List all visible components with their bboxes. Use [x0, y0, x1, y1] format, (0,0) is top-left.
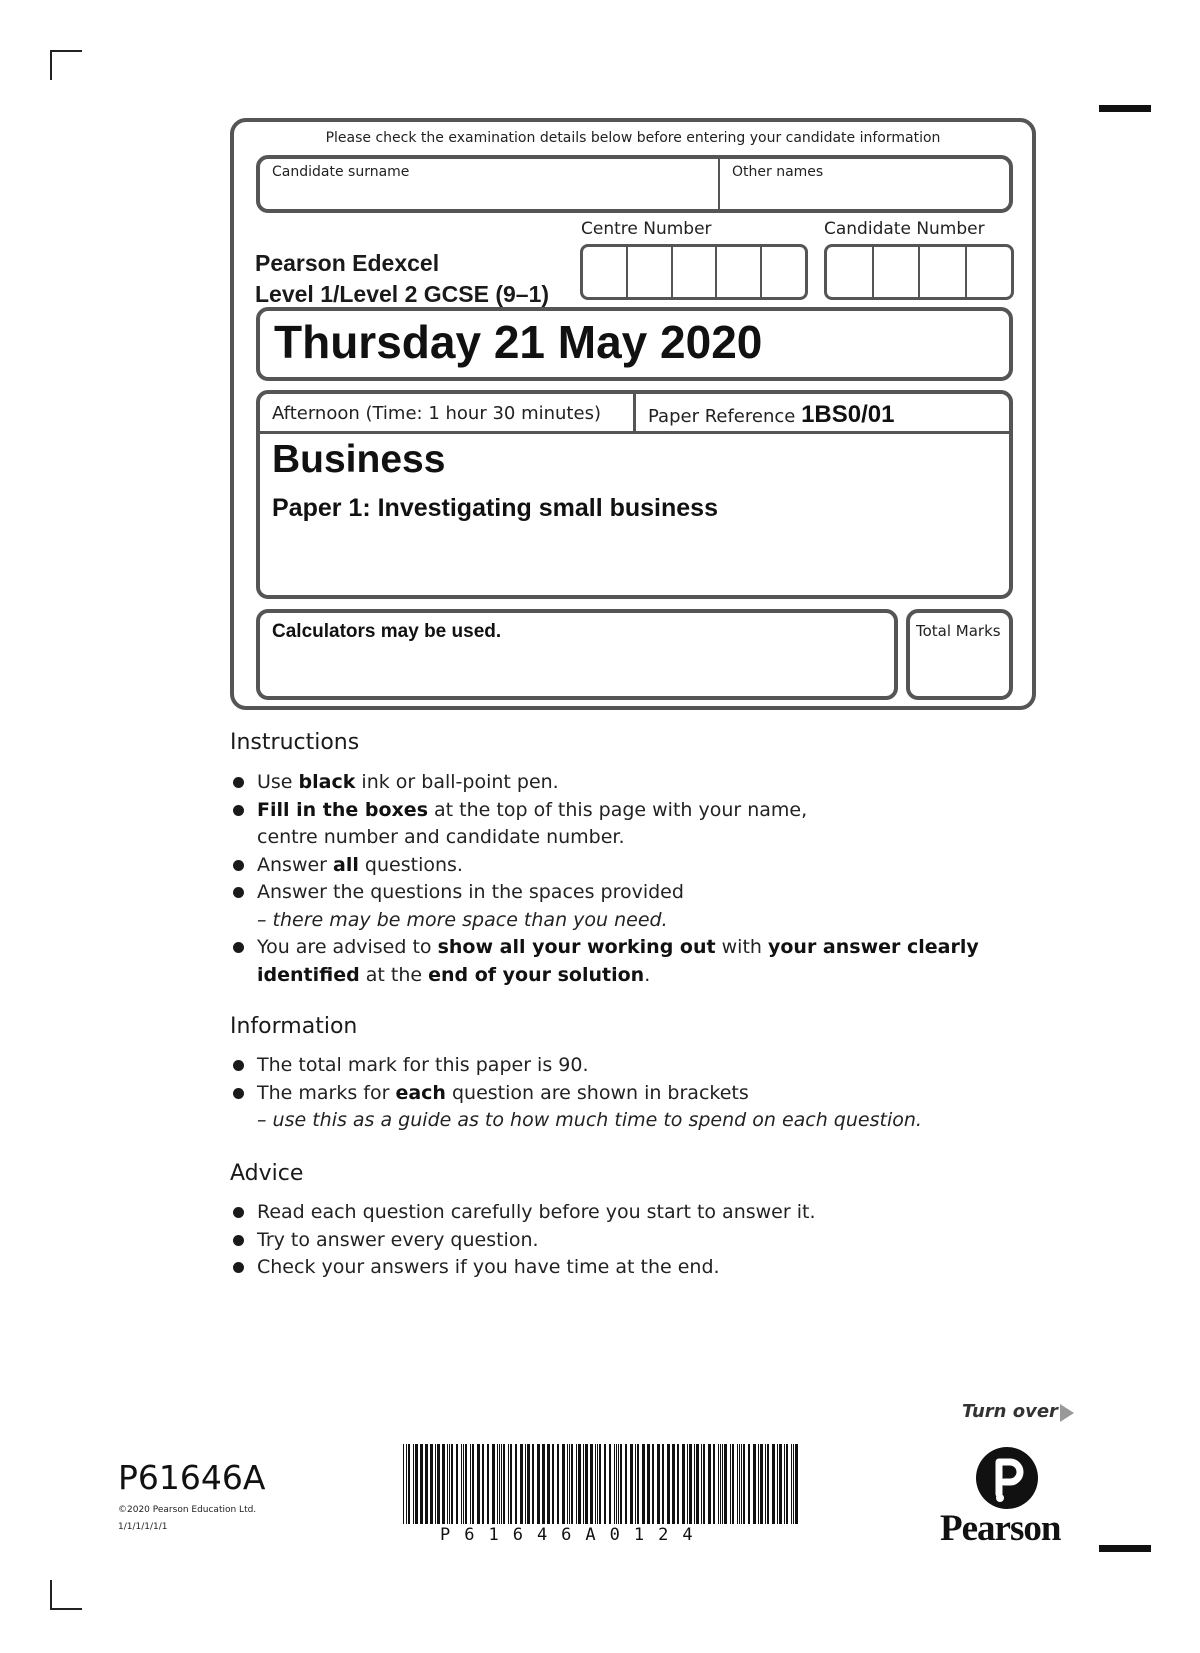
barcode-bar: [694, 1444, 695, 1524]
advice-list: [230, 1199, 816, 1282]
candidate-number-cell: [965, 247, 1012, 297]
barcode-bar: [599, 1444, 601, 1524]
barcode-bar: [795, 1444, 798, 1524]
barcode-bar: [542, 1444, 545, 1524]
turn-over-arrow-icon: [1060, 1404, 1074, 1422]
turn-over-label: Turn over: [962, 1401, 1058, 1422]
barcode-bar: [786, 1444, 788, 1524]
candidate-number-label: Candidate Number: [824, 219, 985, 239]
barcode-bar: [508, 1444, 509, 1524]
barcode-bar: [708, 1444, 711, 1524]
calculator-notice: Calculators may be used.: [272, 621, 502, 642]
barcode-bar: [730, 1444, 731, 1524]
centre-number-cell: [583, 247, 626, 297]
information-heading: Information: [230, 1014, 358, 1039]
list-item: Answer the questions in the spaces provided: [230, 879, 979, 907]
subject-box: [256, 390, 1013, 599]
barcode-bar: [777, 1444, 778, 1524]
barcode-bar: [425, 1444, 428, 1524]
other-names-label: Other names: [732, 164, 824, 180]
barcode-bar: [415, 1444, 418, 1524]
paper-title: Paper 1: Investigating small business: [272, 494, 718, 522]
barcode-bar: [696, 1444, 699, 1524]
barcode-bar: [557, 1444, 559, 1524]
barcode-bar: [667, 1444, 670, 1524]
barcode-bar: [562, 1444, 565, 1524]
barcode-bar: [737, 1444, 738, 1524]
barcode-bar: [637, 1444, 639, 1524]
edge-bar-bottom: [1099, 1545, 1151, 1552]
barcode-bar: [578, 1444, 581, 1524]
barcode-bar: [618, 1444, 619, 1524]
candidate-number-cell: [918, 247, 965, 297]
list-item: The marks for each question are shown in brackets: [230, 1080, 922, 1108]
barcode-bar: [552, 1444, 554, 1524]
barcode-bar: [408, 1444, 410, 1524]
barcode-bar: [767, 1444, 769, 1524]
barcode-bar: [682, 1444, 685, 1524]
barcode-bar: [472, 1444, 474, 1524]
barcode-bar: [616, 1444, 617, 1524]
barcode-bar: [765, 1444, 766, 1524]
calculator-box: [256, 609, 898, 700]
barcode-bar: [604, 1444, 606, 1524]
barcode-bar: [672, 1444, 675, 1524]
barcode-bar: [635, 1444, 636, 1524]
board-name: Pearson Edexcel: [255, 250, 440, 276]
barcode-bar: [753, 1444, 756, 1524]
exam-board: [255, 248, 549, 310]
barcode-bar: [532, 1444, 534, 1524]
barcode-bar: [703, 1444, 705, 1524]
barcode-bar: [739, 1444, 740, 1524]
advice-heading: Advice: [230, 1161, 304, 1186]
barcode-bar: [442, 1444, 445, 1524]
instructions-heading: Instructions: [230, 730, 360, 755]
centre-number-cell: [715, 247, 760, 297]
barcode-bar: [537, 1444, 540, 1524]
barcode-bar: [713, 1444, 715, 1524]
paper-reference-code: 1BS0/01: [801, 401, 895, 428]
candidate-name-box: [256, 155, 1013, 213]
barcode-bar: [406, 1444, 407, 1524]
barcode-bar: [583, 1444, 584, 1524]
barcode-bar: [470, 1444, 471, 1524]
centre-number-boxes: [580, 244, 808, 300]
barcode-bar: [497, 1444, 498, 1524]
barcode-bar: [657, 1444, 660, 1524]
subject-title: Business: [272, 438, 446, 481]
barcode-bar: [625, 1444, 627, 1524]
crop-mark-bottom-left-h: [50, 1608, 82, 1610]
crop-mark-top-left-h: [50, 50, 82, 52]
barcode-bar: [724, 1444, 727, 1524]
barcode-bar: [447, 1444, 448, 1524]
barcode-bar: [413, 1444, 414, 1524]
centre-number-cell: [671, 247, 716, 297]
barcode-bar: [784, 1444, 785, 1524]
barcode-bar: [463, 1444, 464, 1524]
barcode-bar: [520, 1444, 523, 1524]
barcode-bar: [451, 1444, 453, 1524]
information-list: [230, 1052, 922, 1135]
list-item: Read each question carefully before you start to answer it.: [230, 1199, 816, 1227]
surname-label: Candidate surname: [272, 164, 410, 180]
list-item-continuation: centre number and candidate number.: [257, 826, 625, 848]
barcode-bar: [430, 1444, 433, 1524]
barcode-bar: [609, 1444, 611, 1524]
print-code: 1/1/1/1/1/1: [118, 1522, 168, 1532]
barcode-bar: [456, 1444, 458, 1524]
barcode-bar: [779, 1444, 782, 1524]
barcode-bar: [652, 1444, 654, 1524]
barcode-bar: [569, 1444, 570, 1524]
list-item: Use black ink or ball-point pen.: [230, 769, 979, 797]
total-marks-box: [906, 609, 1013, 700]
list-item: Check your answers if you have time at the end.: [230, 1254, 816, 1282]
list-item: Answer all questions.: [230, 852, 979, 880]
barcode-bar: [576, 1444, 577, 1524]
barcode-bar: [501, 1444, 502, 1524]
barcode-bar: [772, 1444, 775, 1524]
exam-date: Thursday 21 May 2020: [274, 316, 763, 368]
copyright: ©2020 Pearson Education Ltd.: [118, 1505, 257, 1515]
barcode-bar: [722, 1444, 723, 1524]
barcode-bar: [630, 1444, 633, 1524]
session-time: Afternoon (Time: 1 hour 30 minutes): [272, 403, 601, 424]
barcode-bar: [482, 1444, 484, 1524]
list-item: The total mark for this paper is 90.: [230, 1052, 922, 1080]
pearson-wordmark: Pearson: [940, 1508, 1061, 1549]
exam-date-box: [256, 307, 1013, 381]
barcode-bar: [748, 1444, 750, 1524]
barcode-bar: [403, 1444, 404, 1524]
session-divider: [633, 394, 636, 434]
barcode-bar: [743, 1444, 745, 1524]
barcode-bar: [760, 1444, 763, 1524]
crop-mark-top-left: [50, 50, 52, 80]
barcode-bar: [597, 1444, 598, 1524]
barcode-bar: [662, 1444, 664, 1524]
barcode-bar: [571, 1444, 573, 1524]
barcode-bar: [515, 1444, 517, 1524]
barcode-bar: [620, 1444, 622, 1524]
crop-mark-bottom-left: [50, 1580, 52, 1610]
barcode-bar: [758, 1444, 759, 1524]
list-item: Fill in the boxes at the top of this page with your name,: [230, 797, 979, 825]
barcode-bar: [525, 1444, 526, 1524]
barcode-number: P61646A0124: [440, 1525, 707, 1545]
barcode-bar: [492, 1444, 495, 1524]
barcode-bar: [567, 1444, 568, 1524]
barcode-bar: [465, 1444, 467, 1524]
centre-number-cell: [760, 247, 805, 297]
barcode-bar: [741, 1444, 742, 1524]
barcode-bar: [527, 1444, 530, 1524]
barcode-bar: [791, 1444, 792, 1524]
barcode-bar: [547, 1444, 550, 1524]
barcode-bar: [642, 1444, 645, 1524]
barcode-bar: [499, 1444, 500, 1524]
list-item-continuation: identified at the end of your solution.: [257, 963, 651, 986]
candidate-number-boxes: [824, 244, 1014, 300]
barcode-bar: [718, 1444, 719, 1524]
barcode-bar: [477, 1444, 480, 1524]
barcode-bar: [461, 1444, 462, 1524]
paper-reference: [648, 401, 894, 429]
session-row: [260, 394, 1009, 434]
candidate-number-cell: [827, 247, 872, 297]
edge-bar-top: [1099, 105, 1151, 112]
barcode-bar: [487, 1444, 489, 1524]
pearson-logo-icon: [975, 1446, 1039, 1510]
paper-reference-label: Paper Reference: [648, 406, 796, 427]
barcode-bar: [437, 1444, 440, 1524]
candidate-number-cell: [872, 247, 919, 297]
barcode-bar: [689, 1444, 692, 1524]
check-notice: Please check the examination details below before entering your candidate information: [325, 130, 941, 146]
barcode-bar: [720, 1444, 721, 1524]
list-item: Try to answer every question.: [230, 1227, 816, 1255]
barcode-bar: [732, 1444, 734, 1524]
barcode-bar: [585, 1444, 588, 1524]
barcode-bar: [793, 1444, 794, 1524]
total-marks-label: Total Marks: [916, 622, 1001, 640]
barcode-bar: [647, 1444, 650, 1524]
barcode-bar: [614, 1444, 615, 1524]
qualification-level: Level 1/Level 2 GCSE (9–1): [255, 281, 550, 307]
barcode-bar: [503, 1444, 505, 1524]
paper-code: P61646A: [118, 1458, 266, 1497]
barcode-bar: [449, 1444, 450, 1524]
barcode-bar: [510, 1444, 512, 1524]
barcode-bar: [701, 1444, 702, 1524]
barcode-bar: [420, 1444, 423, 1524]
barcode-bar: [435, 1444, 436, 1524]
instructions-list: [230, 769, 979, 989]
barcode-bar: [687, 1444, 688, 1524]
name-divider: [718, 159, 720, 209]
list-item: You are advised to show all your working out with your answer clearly: [230, 934, 979, 962]
barcode-bar: [677, 1444, 679, 1524]
list-item-continuation: – use this as a guide as to how much time to spend on each question.: [257, 1109, 922, 1131]
barcode-bar: [590, 1444, 593, 1524]
list-item-continuation: – there may be more space than you need.: [257, 908, 668, 931]
barcode-icon: [403, 1444, 799, 1524]
barcode-bar: [595, 1444, 596, 1524]
centre-number-label: Centre Number: [581, 219, 712, 239]
centre-number-cell: [626, 247, 671, 297]
